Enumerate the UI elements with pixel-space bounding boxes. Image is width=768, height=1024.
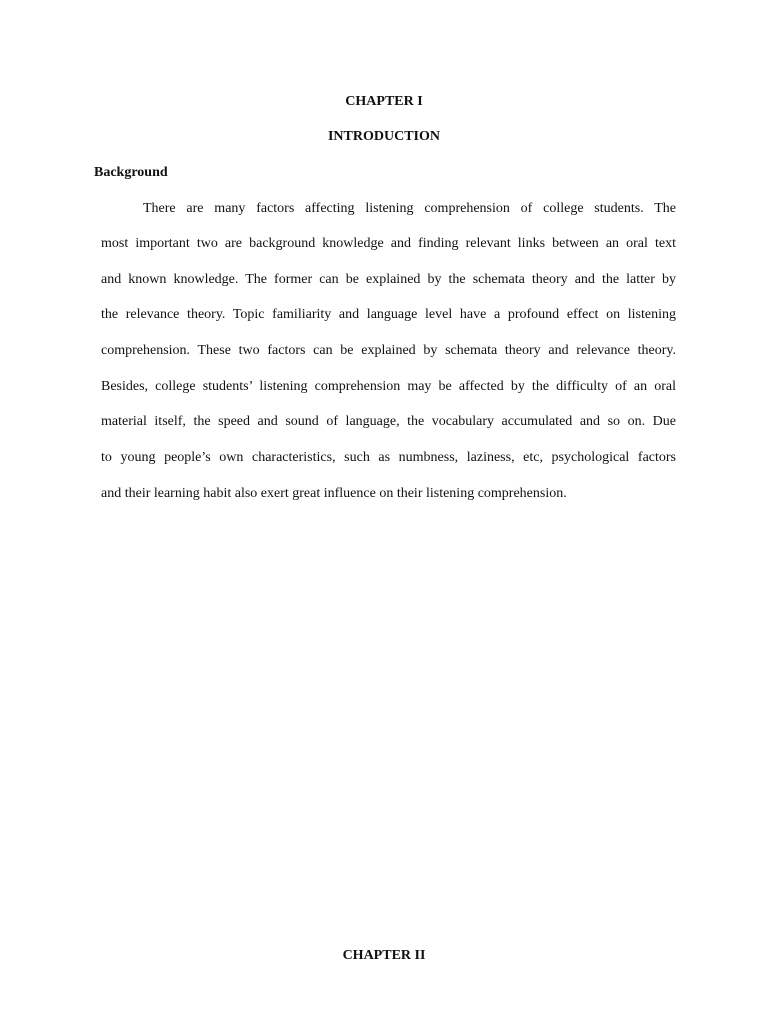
next-chapter-title: CHAPTER II: [342, 948, 426, 963]
paragraph-line: to young people’s own characteristics, such as numbness, laziness, etc, psychological factors: [101, 450, 676, 465]
paragraph-line: most important two are background knowledge and finding relevant links between an oral text: [101, 236, 676, 251]
background-heading: Background: [94, 165, 168, 180]
paragraph-line: comprehension. These two factors can be explained by schemata theory and relevance theory.: [101, 343, 676, 358]
chapter-title: CHAPTER I: [345, 94, 423, 109]
section-title: INTRODUCTION: [327, 129, 440, 144]
paragraph-line: the relevance theory. Topic familiarity and language level have a profound effect on listening: [101, 307, 676, 322]
paragraph-line: and their learning habit also exert great influence on their listening comprehension.: [101, 486, 567, 501]
paragraph-line: and known knowledge. The former can be explained by the schemata theory and the latter by: [101, 272, 676, 287]
paragraph-line: There are many factors affecting listening comprehension of college students. The: [143, 201, 676, 216]
paragraph-line: material itself, the speed and sound of language, the vocabulary accumulated and so on. Due: [101, 414, 676, 429]
paragraph-line: Besides, college students’ listening comprehension may be affected by the difficulty of an oral: [101, 379, 676, 394]
